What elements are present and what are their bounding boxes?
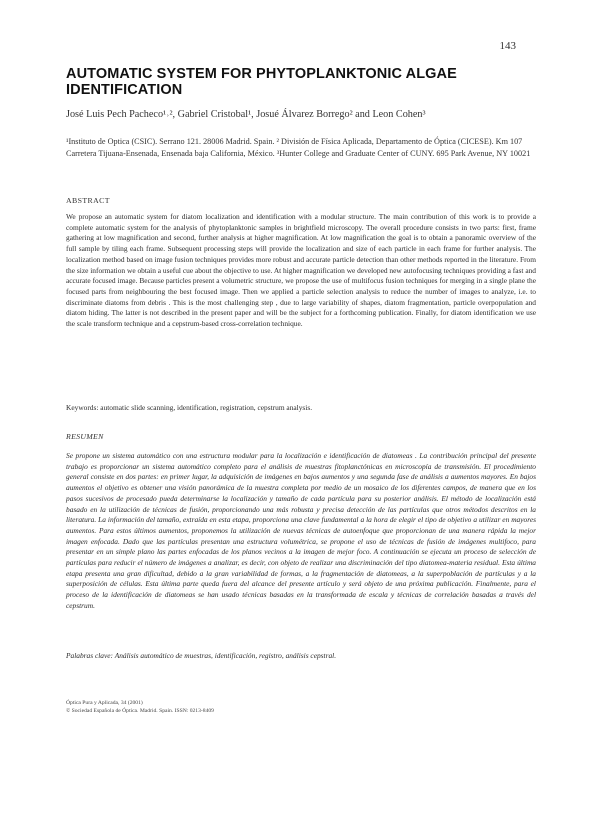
affiliations: ¹Instituto de Optica (CSIC). Serrano 121. 28006 Madrid. Spain. ² División de Física Aplicada, Departamento de Óptica (CICESE). Km 107 Carretera Tijuana-Ensenada, Ensenada baja California, México. ³Hunter College and Graduate Center of CUNY. 695 Park Avenue, NY 10021 — [66, 137, 531, 158]
resumen-body: Se propone un sistema automático con una estructura modular para la localización e identificación de diatomeas . La contribución principal del presente trabajo es proporcionar un sistema automático completo para el análisis de muestras fitoplanctónicas en microscopía de transmisión. El procedimiento general consiste en dos partes: en primer lugar, la adquisición de imágenes en bajos aumentos y una segunda fase de análisis a aumentos mayores. En bajos aumentos el objetivo es obtener una visión panorámica de la muestra completa por medio de un mosaico de los diferentes campos, de manera que en los pasos sucesivos de procesado pueda determinarse la localización y tamaño de cada partícula para su posterior análisis. El método de localización está basado en la utilización de técnicas de fusión, proporcionando una más robusta y precisa detección de las partículas que otros métodos descritos en la literatura. La información del tamaño, extraída en esta etapa, proporciona una clave fundamental a la hora de elegir el tipo de objetivo a utilizar en mayores aumentos. Para estos últimos aumentos, proponemos la utilización de nuevas técnicas de autoenfoque que proporcionan de una manera rápida la mejor imagen enfocada. Dado que las partículas presentan una estructura volumétrica, se propone el uso de técnicas de fusión de imágenes multifoco, para presentar en un simple plano las partes enfocadas de los planos vecinos a la imagen de mejor foco. A continuación se ejecuta un proceso de selección de partículas para reducir el número de imágenes a analizar, es decir, con objeto de realizar una discriminación del tipo diatomea-materia residual. Esta última etapa presenta una gran dificultad, debido a la gran variabilidad de formas, a la fragmentación de diatomeas, a la superpoblación de partículas y a la superposición de células. Esta última parte queda fuera del alcance del presente artículo y será objeto de una próxima publicación. Finalmente, para el proceso de la identificación de diatomeas se han usado técnicas basadas en la transformada de escala y técnicas de correlación basadas a través del cepstrum. — [66, 451, 536, 610]
paper-title: AUTOMATIC SYSTEM FOR PHYTOPLANKTONIC ALGAE IDENTIFICATION — [66, 66, 457, 98]
authors-line: José Luis Pech Pacheco¹˒², Gabriel Cristobal¹, Josué Álvarez Borrego² and Leon Cohen³ — [66, 109, 426, 120]
abstract-body: We propose an automatic system for diatom localization and identification with a modular structure. The main contribution of this work is to provide a complete automatic system for the analysis of phytoplanktonic samples in brightfield microscopy. The overall procedure consists in two parts: first, frame gathering at low magnification and second, further analysis at higher magnification. At low magnification the goal is to obtain a panoramic overview of the full sample by tiling each frame. Subsequent processing steps will provide the localization and size of each particle in each frame for further analysis. The localization method based on image fusion techniques provides more robust and accurate particle detection than other methods reported in the literature. From the size information we obtain a useful cue about the objective to use. At higher magnification we developed new autofocusing techniques providing a fast and accurate focused image. Because particles present a volumetric structure, we propose the use of multifocus fusion techniques for merging in a single plane the focused parts from neighbouring the best focused image. Then we applied a particle selection analysis to reduce the number of images to analyze, i.e. to discriminate diatoms from debris . This is the most challenging step , due to large variability of shapes, diatom fragmentation, particle overpopulation and diatom hiding. The latter is not described in the present paper and will be the subject for a forthcoming publication. Finally, for diatom identification we use the scale transform technique and a cepstrum-based cross-correlation technique. — [66, 212, 536, 329]
footer-line-1: Óptica Pura y Aplicada, 34 (2001) — [66, 700, 143, 706]
page-number: 143 — [499, 40, 516, 52]
resumen-heading: RESUMEN — [66, 432, 104, 441]
keywords-line: Keywords: automatic slide scanning, identification, registration, cepstrum analysis. — [66, 403, 313, 412]
abstract-heading: ABSTRACT — [66, 196, 110, 205]
footer-line-2: © Sociedad Española de Óptica. Madrid. Spain. ISSN: 0213-8409 — [66, 707, 214, 714]
journal-footer — [66, 700, 366, 715]
palabras-clave-line: Palabras clave: Análisis automático de muestras, identificación, registro, análisis cepstral. — [66, 651, 337, 660]
